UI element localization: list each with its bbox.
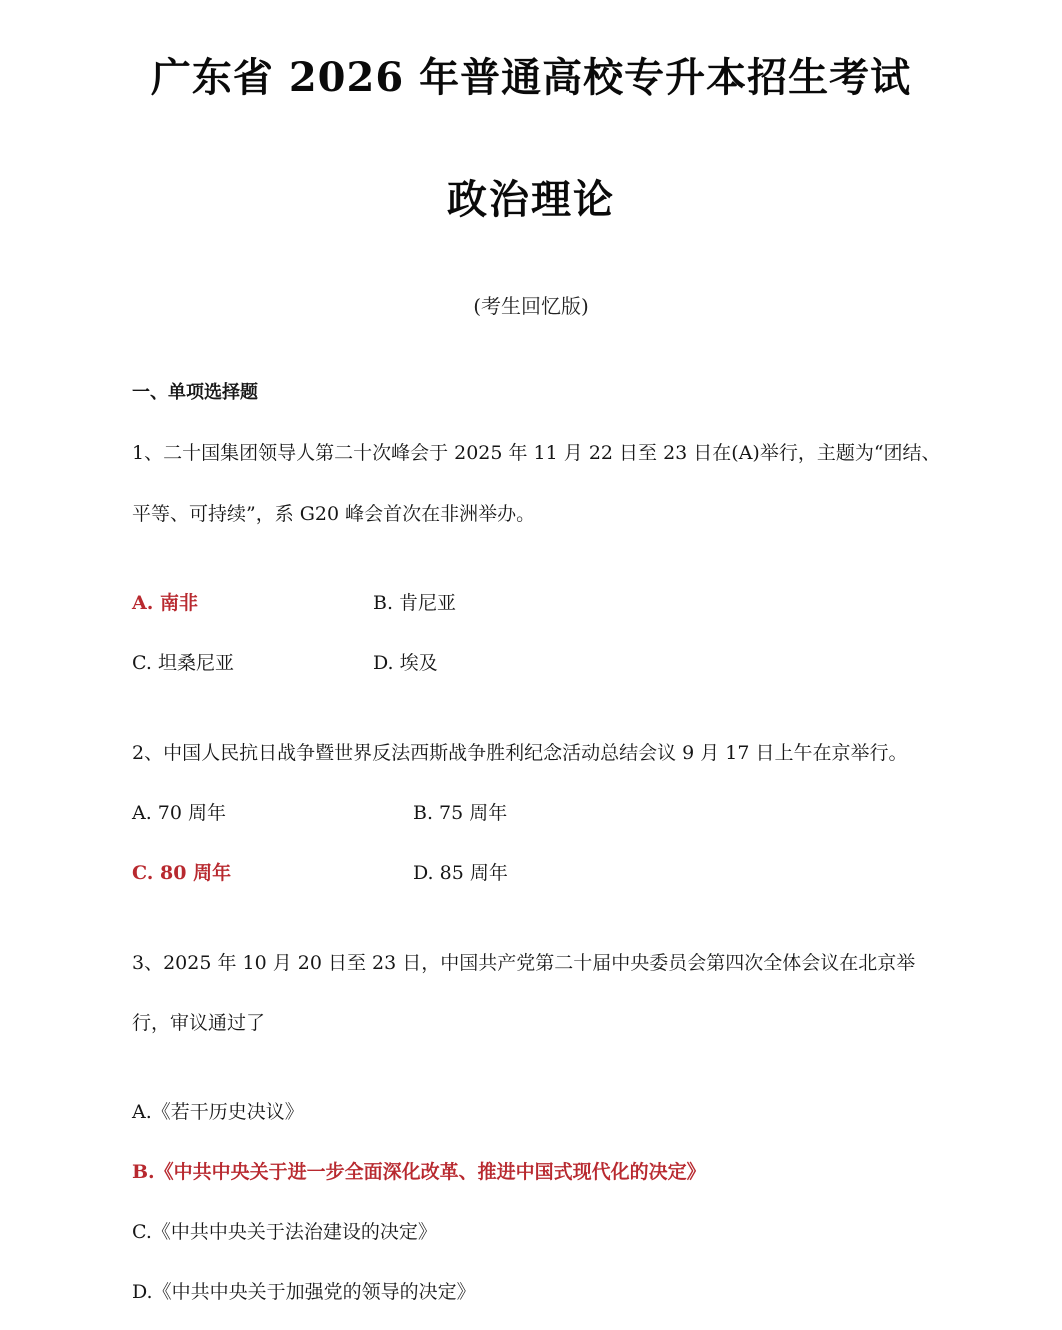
- question-2-option-b: B. 75 周年: [413, 802, 508, 824]
- question-1-option-c: C. 坦桑尼亚: [132, 652, 234, 674]
- section-heading: 一、单项选择题: [132, 382, 258, 403]
- question-3-line-2: 行，审议通过了: [132, 1012, 266, 1034]
- question-3-option-a: A.《若干历史决议》: [132, 1101, 304, 1123]
- subject-title: 政治理论: [447, 176, 615, 223]
- question-3-option-b-correct: B.《中共中央关于进一步全面深化改革、推进中国式现代化的决定》: [132, 1161, 706, 1183]
- question-2-line-1: 2、中国人民抗日战争暨世界反法西斯战争胜利纪念活动总结会议 9 月 17 日上午在京举行。: [132, 742, 908, 764]
- question-2-option-c-correct: C. 80 周年: [132, 862, 232, 884]
- question-3-option-d: D.《中共中央关于加强党的领导的决定》: [132, 1281, 476, 1303]
- question-1-option-a-correct: A. 南非: [132, 592, 198, 614]
- question-1-option-d: D. 埃及: [373, 652, 438, 674]
- question-1-option-b: B. 肯尼亚: [373, 592, 457, 614]
- question-1-line-1: 1、二十国集团领导人第二十次峰会于 2025 年 11 月 22 日至 23 日在(A)举行，主题为“团结、: [132, 442, 941, 464]
- question-2-option-a: A. 70 周年: [132, 802, 227, 824]
- question-1-line-2: 平等、可持续”，系 G20 峰会首次在非洲举办。: [132, 503, 536, 525]
- question-3-line-1: 3、2025 年 10 月 20 日至 23 日，中国共产党第二十届中央委员会第四次全体会议在北京举: [132, 952, 916, 974]
- exam-title: 广东省 2026 年普通高校专升本招生考试: [150, 54, 912, 101]
- edition-note: (考生回忆版): [473, 294, 589, 318]
- question-3-option-c: C.《中共中央关于法治建设的决定》: [132, 1221, 437, 1243]
- question-2-option-d: D. 85 周年: [413, 862, 508, 884]
